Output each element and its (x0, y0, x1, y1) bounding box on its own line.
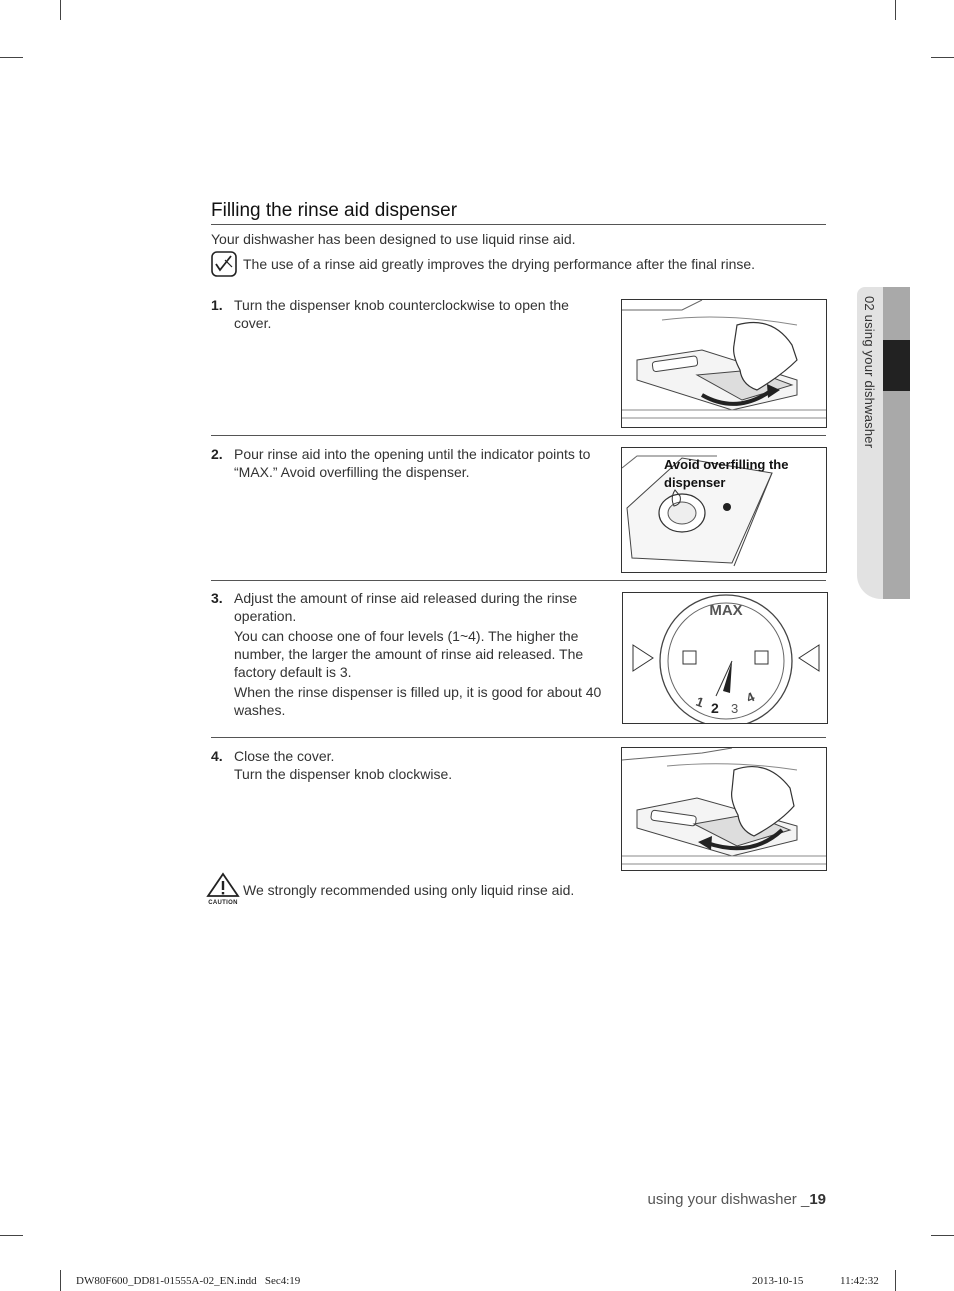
crop-mark (60, 0, 61, 20)
separator (211, 737, 826, 738)
step-text: When the rinse dispenser is filled up, it is good for about 40 washes. (234, 684, 602, 718)
step-number: 1. (211, 297, 223, 313)
step-number: 3. (211, 590, 223, 606)
intro-text: Your dishwasher has been designed to use liquid rinse aid. (211, 231, 576, 247)
dial-level-1: 1 (693, 693, 706, 711)
step-text: You can choose one of four levels (1~4). The higher the number, the larger the amount of rinse aid released. The factory default is 3. (234, 628, 584, 680)
caution-text: We strongly recommended using only liquid rinse aid. (243, 882, 575, 898)
figure-fill-max (621, 447, 827, 573)
step-1 (211, 296, 601, 334)
crop-mark (60, 1270, 61, 1291)
step-text: Turn the dispenser knob clockwise. (234, 766, 453, 782)
caution-warning-icon (205, 872, 241, 898)
note-text: The use of a rinse aid greatly improves the drying performance after the final rinse. (243, 256, 756, 272)
figure-close-cover (621, 747, 827, 871)
section-title: Filling the rinse aid dispenser (211, 200, 826, 225)
crop-mark (931, 1235, 954, 1236)
dial-level-4: 4 (743, 689, 757, 706)
separator (211, 435, 826, 436)
step-number: 2. (211, 446, 223, 462)
dial-level-3: 3 (731, 701, 739, 716)
caution-label: CAUTION (208, 900, 238, 906)
step-4 (211, 747, 601, 785)
step-2 (211, 445, 611, 483)
page-footer (648, 1191, 826, 1208)
crop-mark (895, 1270, 896, 1291)
print-file-info: DW80F600_DD81-01555A-02_EN.indd Sec4:19 (76, 1275, 301, 1287)
caution-badge (205, 872, 241, 906)
crop-mark (0, 57, 23, 58)
caution (205, 872, 845, 906)
chapter-tab-marker (883, 340, 910, 391)
step-text: Turn the dispenser knob counterclockwise to open the cover. (234, 297, 569, 331)
dial-max-label: MAX (709, 602, 743, 619)
chapter-tab-bar (883, 287, 910, 599)
chapter-tab-label: 02 using your dishwasher (862, 296, 877, 449)
note-pencil-icon (211, 251, 237, 277)
print-date: 2013-10-15 (752, 1275, 804, 1287)
page-number: 19 (809, 1191, 826, 1208)
crop-mark (0, 1235, 23, 1236)
step-3 (211, 589, 616, 721)
callout-avoid-overfilling: Avoid overfilling the dispenser (664, 457, 789, 490)
step-text: Close the cover. (234, 748, 335, 764)
separator (211, 580, 826, 581)
footer-text: using your dishwasher _ (647, 1191, 810, 1208)
dial-level-2: 2 (711, 700, 719, 716)
step-number: 4. (211, 748, 223, 764)
step-text: Adjust the amount of rinse aid released during the rinse operation. (234, 590, 578, 624)
step-text: Pour rinse aid into the opening until the indicator points to “MAX.” Avoid overfilling the dispenser. (234, 446, 591, 480)
crop-mark (931, 57, 954, 58)
note (211, 251, 831, 277)
figure-open-cover (621, 299, 827, 428)
print-time: 11:42:32 (840, 1275, 879, 1287)
crop-mark (895, 0, 896, 20)
figure-dial-levels (622, 592, 828, 724)
